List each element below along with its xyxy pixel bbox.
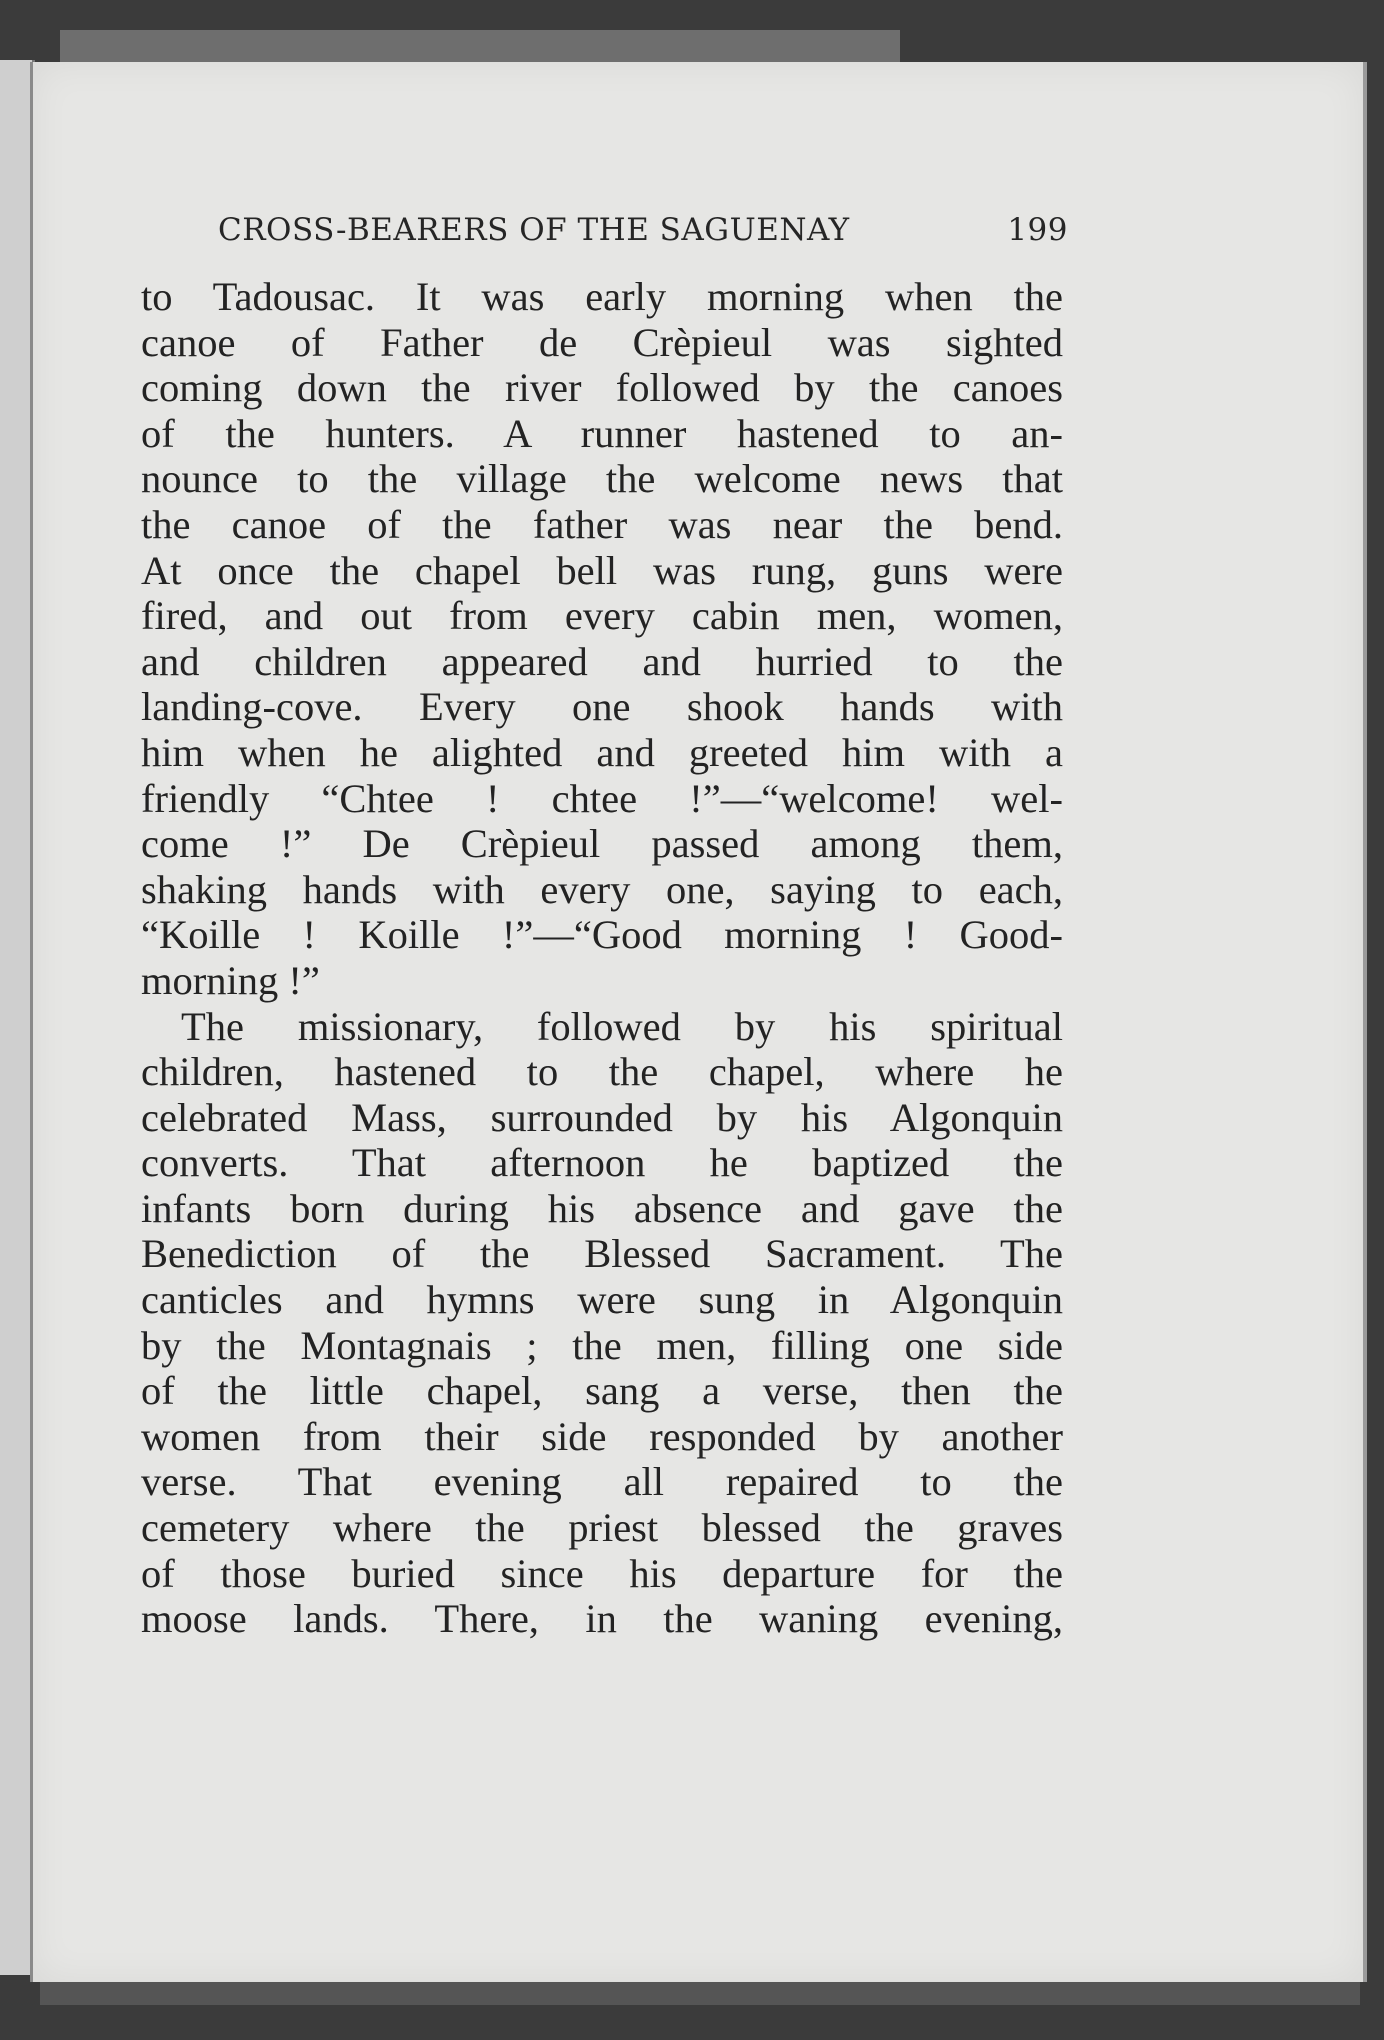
text-line: of the little chapel, sang a verse, then the	[141, 1368, 1063, 1414]
page	[30, 62, 1367, 1982]
text-line: friendly “Chtee ! chtee !”—“welcome! wel-	[141, 775, 1063, 821]
running-header	[218, 212, 1068, 248]
text-line: coming down the river followed by the canoes	[141, 365, 1063, 411]
body-text	[141, 274, 1063, 1642]
text-line: of those buried since his departure for the	[141, 1550, 1063, 1596]
text-line: moose lands. There, in the waning evening,	[141, 1596, 1063, 1642]
text-line: landing-cove. Every one shook hands with	[141, 684, 1063, 730]
text-line: the canoe of the father was near the bend.	[141, 501, 1063, 547]
text-line: by the Montagnais ; the men, filling one side	[141, 1322, 1063, 1368]
text-line: shaking hands with every one, saying to each,	[141, 866, 1063, 912]
text-line: infants born during his absence and gave the	[141, 1185, 1063, 1231]
text-line: canoe of Father de Crèpieul was sighted	[141, 319, 1063, 365]
text-line: “Koille ! Koille !”—“Good morning ! Good-	[141, 912, 1063, 958]
text-line: to Tadousac. It was early morning when the	[141, 274, 1063, 319]
text-line: fired, and out from every cabin men, women,	[141, 593, 1063, 639]
text-line: nounce to the village the welcome news that	[141, 456, 1063, 502]
text-line: verse. That evening all repaired to the	[141, 1459, 1063, 1505]
text-line: him when he alighted and greeted him with a	[141, 729, 1063, 775]
text-line: women from their side responded by another	[141, 1413, 1063, 1459]
text-line: Benediction of the Blessed Sacrament. The	[141, 1231, 1063, 1277]
text-line: and children appeared and hurried to the	[141, 638, 1063, 684]
text-line: cemetery where the priest blessed the graves	[141, 1505, 1063, 1551]
page-number: 199	[1007, 212, 1068, 248]
text-line: come !” De Crèpieul passed among them,	[141, 821, 1063, 867]
text-line: children, hastened to the chapel, where he	[141, 1049, 1063, 1095]
text-line: At once the chapel bell was rung, guns were	[141, 547, 1063, 593]
text-line: celebrated Mass, surrounded by his Algonquin	[141, 1094, 1063, 1140]
text-line: morning !”	[141, 957, 320, 1003]
text-line: canticles and hymns were sung in Algonquin	[141, 1277, 1063, 1323]
text-line: converts. That afternoon he baptized the	[141, 1140, 1063, 1186]
text-line: of the hunters. A runner hastened to an-	[141, 410, 1063, 456]
running-title: CROSS-BEARERS OF THE SAGUENAY	[218, 212, 850, 248]
text-line: The missionary, followed by his spiritual	[181, 1003, 1063, 1049]
